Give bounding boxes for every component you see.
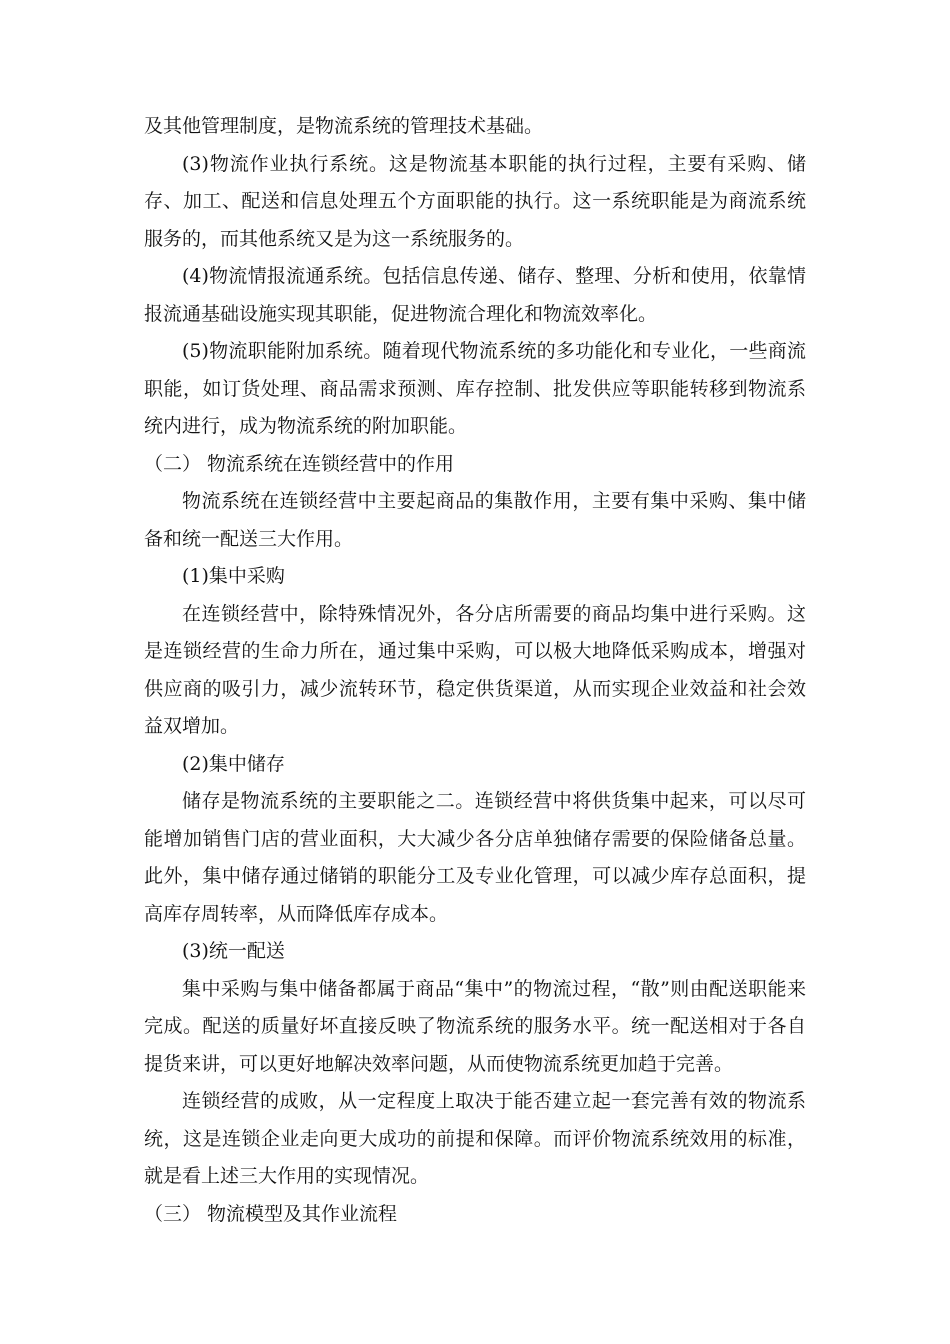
- subheading-unified-distribution: (3)统一配送: [182, 940, 285, 962]
- paragraph-conclusion: 连锁经营的成败，从一定程度上取决于能否建立起一套完善有效的物流系统，这是连锁企业走向更大成功的前提和保障。而评价物流系统效用的标准，就是看上述三大作用的实现情况。: [144, 1090, 806, 1187]
- paragraph-centralized-storage: 储存是物流系统的主要职能之二。连锁经营中将供货集中起来，可以尽可能增加销售门店的营业面积，大大减少各分店单独储存需要的保险储备总量。此外，集中储存通过储销的职能分工及专业化管理，可以减少库存总面积，提高库存周转率，从而降低库存成本。: [144, 790, 806, 925]
- paragraph-centralized-purchasing: 在连锁经营中，除特殊情况外，各分店所需要的商品均集中进行采购。这是连锁经营的生命力所在，通过集中采购，可以极大地降低采购成本，增强对供应商的吸引力，减少流转环节，稳定供货渠道，从而实现企业效益和社会效益双增加。: [144, 602, 806, 737]
- subheading-centralized-storage: (2)集中储存: [182, 752, 285, 775]
- paragraph-operation-system: (3)物流作业执行系统。这是物流基本职能的执行过程，主要有采购、储存、加工、配送和信息处理五个方面职能的执行。这一系统职能是为商流系统服务的，而其他系统又是为这一系统服务的。: [144, 152, 806, 250]
- paragraph-continued: 及其他管理制度，是物流系统的管理技术基础。: [144, 115, 544, 137]
- section-heading-3: （三） 物流模型及其作业流程: [144, 1202, 398, 1225]
- document-body: [144, 108, 806, 1233]
- paragraph-unified-distribution: 集中采购与集中储备都属于商品“集中”的物流过程，“散”则由配送职能来完成。配送的质量好坏直接反映了物流系统的服务水平。统一配送相对于各自提货来讲，可以更好地解决效率问题，从而使物流系统更加趋于完善。: [144, 977, 806, 1075]
- paragraph-information-system: (4)物流情报流通系统。包括信息传递、储存、整理、分析和使用，依靠情报流通基础设施实现其职能，促进物流合理化和物流效率化。: [144, 265, 806, 325]
- paragraph-additional-system: (5)物流职能附加系统。随着现代物流系统的多功能化和专业化，一些商流职能，如订货处理、商品需求预测、库存控制、批发供应等职能转移到物流系统内进行，成为物流系统的附加职能。: [144, 340, 806, 437]
- subheading-centralized-purchasing: (1)集中采购: [182, 565, 285, 587]
- section-heading-2: （二） 物流系统在连锁经营中的作用: [144, 452, 455, 475]
- paragraph-role-overview: 物流系统在连锁经营中主要起商品的集散作用，主要有集中采购、集中储备和统一配送三大作用。: [144, 490, 806, 550]
